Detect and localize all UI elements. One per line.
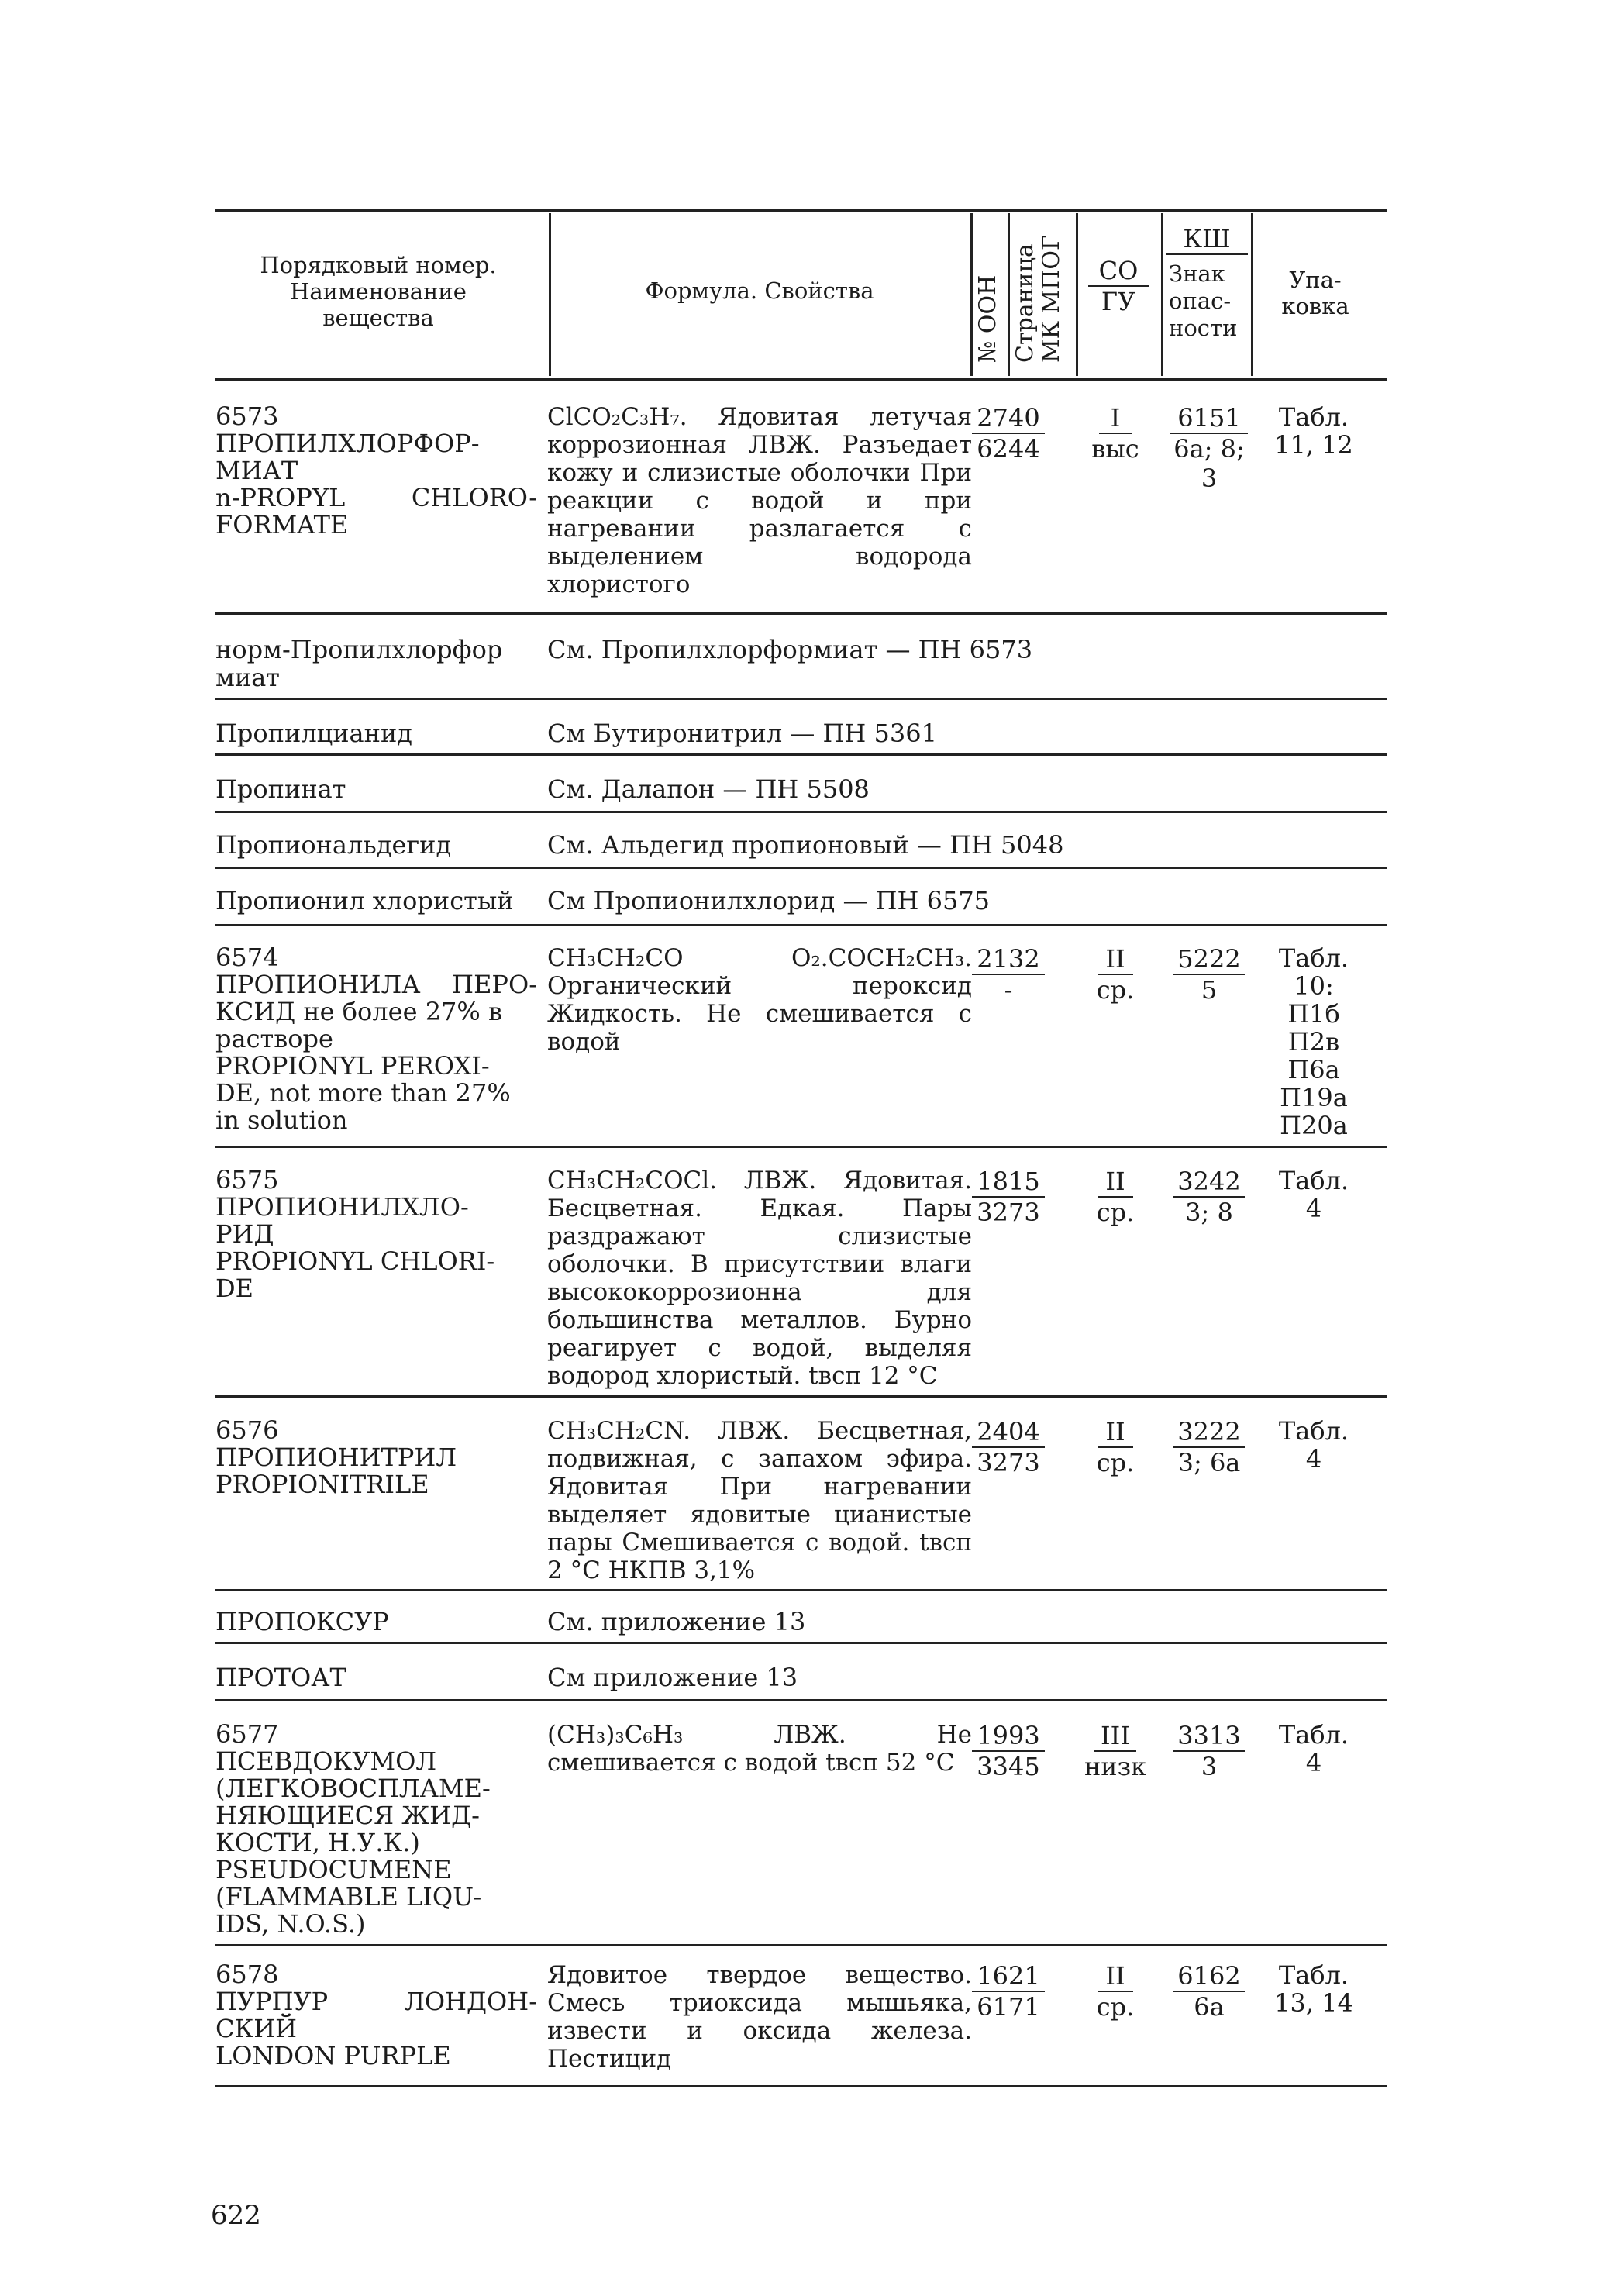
oon-number: 2404	[972, 1417, 1045, 1448]
header-so-gu	[1088, 256, 1149, 316]
entry-name-line: МИАТ	[215, 456, 298, 485]
packaging	[1271, 1721, 1356, 1777]
entry-name-line: PSEUDOCUMENE	[215, 1855, 452, 1884]
entry-divider	[215, 612, 1387, 615]
entry-name	[215, 1961, 537, 2070]
reference-name: Пропионил хлористый	[215, 886, 514, 915]
header-divider	[1161, 213, 1163, 376]
header-sign-line: опас-	[1169, 288, 1232, 314]
entry-name-part: CHLORO-	[411, 483, 537, 512]
entry-name-part: ЛОНДОН-	[404, 1987, 537, 2016]
entry-name-part: ПРОПИОНИЛА	[215, 970, 421, 999]
entry-divider	[215, 1589, 1387, 1591]
so-gu-fraction	[1080, 944, 1150, 1005]
entry-divider	[215, 698, 1387, 700]
header-name-line: вещества	[322, 305, 434, 331]
entry-name-line: DE, not more than 27%	[215, 1078, 511, 1108]
entry-name-line: КОСТИ, Н.У.К.)	[215, 1828, 420, 1857]
sign-value: 3; 6а	[1177, 1448, 1241, 1477]
entry-divider	[215, 924, 1387, 926]
reference-name: ПРОТОАТ	[215, 1663, 346, 1692]
oon-number: 1993	[972, 1721, 1045, 1752]
oon-number: 2132	[972, 944, 1045, 975]
entry-name-line	[215, 1988, 537, 2015]
entry-properties: CH₃CH₂CO O₂.COCH₂CH₃. Органический пероксид Жидкость. Не смешивается с водой	[547, 944, 972, 1056]
header-name-column	[215, 252, 541, 331]
header-oon-column: № ООН	[974, 274, 1001, 363]
packaging-line: 11, 12	[1274, 430, 1353, 460]
entry-name-line: СКИЙ	[215, 2014, 298, 2043]
packaging-line: П20а	[1280, 1111, 1348, 1140]
sign-value: 5	[1201, 975, 1218, 1005]
packaging-line: Табл.	[1278, 402, 1349, 432]
packaging	[1271, 1417, 1356, 1473]
reference-text: См. Альдегид пропионовый — ПН 5048	[547, 830, 1064, 860]
entry-properties: ClCO₂C₃H₇. Ядовитая летучая коррозионная ЛВЖ. Разъедает кожу и слизистые оболочки При реакции с водой и при нагревании разлагается с выделением водорода хлористого	[547, 403, 972, 598]
entry-name-line: ПРОПИЛХЛОРФОР-	[215, 429, 480, 458]
sign-value: 6а	[1194, 1992, 1225, 2022]
header-divider	[1251, 213, 1253, 376]
so-gu-fraction	[1080, 1167, 1150, 1227]
entry-name-line: LONDON PURPLE	[215, 2041, 451, 2070]
packaging	[1271, 403, 1356, 459]
entry-name-line: IDS, N.O.S.)	[215, 1909, 366, 1939]
ksh-value: 3242	[1173, 1167, 1245, 1198]
packaging-line: П1б	[1287, 999, 1340, 1029]
sign-value: 3; 8	[1185, 1198, 1233, 1227]
top-rule	[215, 209, 1387, 212]
entry-name-line: ПРОПИОНИТРИЛ	[215, 1443, 457, 1472]
entry-name	[215, 1167, 537, 1302]
ksh-sign-fraction	[1163, 1167, 1256, 1227]
reference-text: См приложение 13	[547, 1663, 798, 1692]
entry-properties: Ядовитое твердое вещество. Смесь триоксида мышьяка, извести и оксида железа. Пестицид	[547, 1961, 972, 2073]
entry-divider	[215, 1944, 1387, 1946]
entry-name-line: 6574	[215, 943, 279, 972]
entry-name-line: PROPIONYL CHLORI-	[215, 1246, 495, 1276]
entry-name-line: 6577	[215, 1719, 279, 1749]
gu-value: ср.	[1096, 1992, 1135, 2022]
so-gu-fraction	[1080, 1417, 1150, 1477]
entry-name	[215, 403, 537, 539]
entry-name	[215, 944, 537, 1134]
header-divider	[970, 213, 973, 376]
entry-name-line: in solution	[215, 1105, 348, 1135]
packaging	[1271, 944, 1356, 1139]
entry-divider	[215, 1146, 1387, 1148]
entry-properties: (CH₃)₃C₆H₃ ЛВЖ. Не смешивается с водой tвсп 52 °С	[547, 1721, 972, 1777]
header-ksh: КШ	[1166, 225, 1248, 255]
entry-name-line: НЯЮЩИЕСЯ ЖИД-	[215, 1801, 480, 1830]
entry-name-line	[215, 971, 537, 998]
packaging-line: Табл.	[1278, 1960, 1349, 1990]
reference-name: Пропиональдегид	[215, 830, 452, 860]
mpog-page: -	[1004, 975, 1013, 1005]
oon-page-fraction	[972, 1961, 1045, 2022]
ksh-sign-fraction	[1163, 1721, 1256, 1781]
so-value: I	[1099, 403, 1132, 434]
entry-name-line: КСИД не более 27% в	[215, 997, 502, 1026]
reference-text: См. Пропилхлорформиат — ПН 6573	[547, 635, 1033, 664]
ksh-sign-fraction	[1163, 1417, 1256, 1477]
oon-page-fraction	[972, 403, 1045, 464]
so-value: III	[1094, 1721, 1136, 1752]
entry-name-line: PROPIONYL PEROXI-	[215, 1051, 490, 1081]
entry-name-line: РИД	[215, 1219, 274, 1249]
entry-name-line: ПСЕВДОКУМОЛ	[215, 1746, 437, 1776]
entry-name-line: 6578	[215, 1960, 279, 1989]
header-name-line: Порядковый номер.	[260, 252, 497, 278]
entry-name-line: (FLAMMABLE LIQU-	[215, 1882, 482, 1912]
oon-number: 1815	[972, 1167, 1045, 1198]
oon-page-fraction	[972, 1721, 1045, 1781]
packaging-line: П19а	[1280, 1083, 1348, 1112]
header-page-line: МК МПОГ	[1038, 235, 1065, 363]
header-gu: ГУ	[1101, 287, 1136, 316]
so-value: II	[1098, 1417, 1133, 1448]
so-value: II	[1098, 1167, 1133, 1198]
packaging-line: 4	[1305, 1194, 1322, 1223]
header-pack	[1257, 267, 1373, 319]
packaging-line: 4	[1305, 1444, 1322, 1474]
entry-name-line: 6575	[215, 1165, 279, 1195]
ksh-sign-fraction	[1163, 944, 1256, 1005]
packaging	[1271, 1167, 1356, 1222]
packaging-line: Табл.	[1278, 1166, 1349, 1195]
reference-name	[215, 636, 541, 691]
header-formula-column: Формула. Свойства	[645, 278, 874, 304]
reference-text: См Пропионилхлорид — ПН 6575	[547, 886, 991, 915]
gu-value: низк	[1084, 1752, 1147, 1781]
so-gu-fraction	[1080, 403, 1150, 464]
gu-value: ср.	[1096, 1198, 1135, 1227]
header-so: СО	[1088, 256, 1149, 287]
ksh-value: 3222	[1173, 1417, 1245, 1448]
entry-name-line	[215, 484, 537, 512]
entry-name-line: FORMATE	[215, 510, 349, 540]
entry-divider	[215, 1699, 1387, 1701]
so-gu-fraction	[1080, 1721, 1150, 1781]
entry-name-line: растворе	[215, 1024, 333, 1053]
entry-name-line: DE	[215, 1274, 254, 1303]
packaging	[1271, 1961, 1356, 2017]
header-page-column	[1012, 235, 1065, 363]
mpog-page: 3273	[977, 1198, 1040, 1227]
header-page-line: Страница	[1011, 243, 1039, 363]
sign-value: 6а; 8; 3	[1173, 434, 1245, 493]
entry-divider	[215, 1395, 1387, 1398]
header-sign-line: Знак	[1169, 260, 1225, 287]
entry-divider	[215, 811, 1387, 813]
entry-properties: CH₃CH₂COCl. ЛВЖ. Ядовитая. Бесцветная. Едкая. Пары раздражают слизистые оболочки. В присутствии влаги высококоррозионна для большинства металлов. Бурно реагирует с водой, выделяя водород хлористый. tвсп 12 °С	[547, 1167, 972, 1390]
header-pack-line: ковка	[1281, 293, 1349, 319]
reference-name: Пропилцианид	[215, 719, 412, 748]
so-value: II	[1098, 944, 1133, 975]
reference-text: См. приложение 13	[547, 1607, 806, 1636]
entry-name-part: n-PROPYL	[215, 483, 346, 512]
entry-name-line: 6573	[215, 402, 279, 431]
ksh-sign-fraction	[1163, 1961, 1256, 2022]
entry-divider	[215, 867, 1387, 869]
header-name-line: Наименование	[290, 278, 467, 305]
packaging-line: П6а	[1287, 1055, 1340, 1084]
oon-number: 1621	[972, 1961, 1045, 1992]
entry-name	[215, 1417, 537, 1498]
header-sign	[1169, 260, 1237, 342]
reference-name-line: миат	[215, 663, 280, 692]
packaging-line: Табл.	[1278, 1416, 1349, 1446]
packaging-line: 10:	[1294, 971, 1334, 1001]
header-sign-line: ности	[1169, 315, 1238, 341]
ksh-value: 6162	[1173, 1961, 1245, 1992]
entry-name-part: ПУРПУР	[215, 1987, 329, 2016]
header-bottom-rule	[215, 378, 1387, 381]
packaging-line: 13, 14	[1274, 1988, 1353, 2018]
so-gu-fraction	[1080, 1961, 1150, 2022]
entry-name-line: ПРОПИОНИЛХЛО-	[215, 1192, 469, 1222]
mpog-page: 6171	[977, 1992, 1040, 2022]
header-divider	[1076, 213, 1078, 376]
ksh-value: 5222	[1173, 944, 1245, 975]
reference-name-line: норм-Пропилхлорфор	[215, 635, 503, 664]
header-divider	[1008, 213, 1010, 376]
ksh-sign-fraction	[1163, 403, 1256, 493]
sign-value: 3	[1201, 1752, 1218, 1781]
header-divider	[549, 213, 551, 376]
reference-name: ПРОПОКСУР	[215, 1607, 389, 1636]
entry-name	[215, 1721, 537, 1938]
packaging-line: Табл.	[1278, 943, 1349, 973]
oon-page-fraction	[972, 1167, 1045, 1227]
entry-name-line: PROPIONITRILE	[215, 1470, 429, 1499]
entry-name-part: ПЕРО-	[452, 970, 537, 999]
entry-name-line: 6576	[215, 1415, 279, 1445]
packaging-line: Табл.	[1278, 1720, 1349, 1750]
entry-divider	[215, 1642, 1387, 1644]
entry-divider	[215, 753, 1387, 756]
bottom-rule	[215, 2085, 1387, 2087]
so-value: II	[1098, 1961, 1133, 1992]
packaging-line: П2в	[1287, 1027, 1340, 1057]
oon-number: 2740	[972, 403, 1045, 434]
reference-text: См Бутиронитрил — ПН 5361	[547, 719, 937, 748]
oon-page-fraction	[972, 1417, 1045, 1477]
mpog-page: 3273	[977, 1448, 1040, 1477]
reference-name: Пропинат	[215, 774, 346, 804]
page-number: 622	[211, 2200, 261, 2231]
ksh-value: 3313	[1173, 1721, 1245, 1752]
reference-text: См. Далапон — ПН 5508	[547, 774, 870, 804]
gu-value: выс	[1091, 434, 1139, 464]
mpog-page: 3345	[977, 1752, 1040, 1781]
entry-properties: CH₃CH₂CN. ЛВЖ. Бесцветная, подвижная, с запахом эфира. Ядовитая При нагревании выделяет ядовитые цианистые пары Смешивается с водой. tвсп 2 °С НКПВ 3,1%	[547, 1417, 972, 1584]
packaging-line: 4	[1305, 1748, 1322, 1777]
entry-name-line: (ЛЕГКОВОСПЛАМЕ-	[215, 1774, 491, 1803]
ksh-value: 6151	[1170, 403, 1248, 434]
mpog-page: 6244	[977, 434, 1040, 464]
header-pack-line: Упа-	[1289, 267, 1342, 293]
gu-value: ср.	[1096, 1448, 1135, 1477]
gu-value: ср.	[1096, 975, 1135, 1005]
oon-page-fraction	[972, 944, 1045, 1005]
